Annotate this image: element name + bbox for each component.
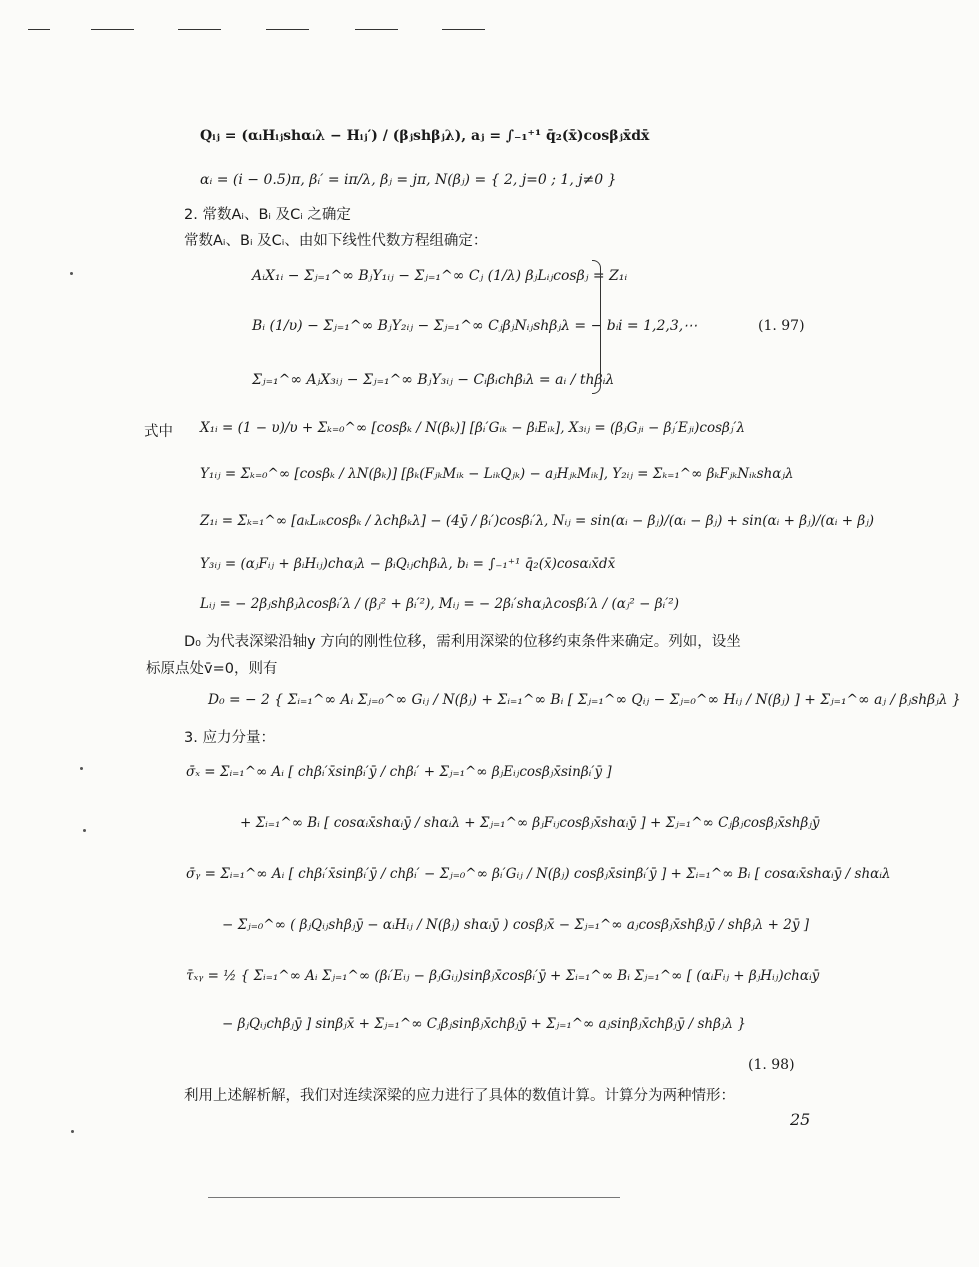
scan-speck-1	[80, 767, 83, 770]
system-equation-2: Bᵢ (1/υ) − Σⱼ₌₁^∞ BⱼY₂ᵢⱼ − Σⱼ₌₁^∞ CⱼβⱼNᵢⱼshβⱼλ = − bᵢ	[252, 318, 619, 334]
system-equation-1: AᵢX₁ᵢ − Σⱼ₌₁^∞ BⱼY₁ᵢⱼ − Σⱼ₌₁^∞ Cⱼ (1/λ) βⱼLᵢⱼcosβⱼ = Z₁ᵢ	[252, 268, 628, 284]
section-3-heading: 3. 应力分量：	[184, 730, 275, 746]
stress-sigma-y-line-1: σ̄ᵧ = Σᵢ₌₁^∞ Aᵢ [ chβᵢ′x̄sinβᵢ′ȳ / chβᵢ′ − Σⱼ₌₀^∞ βᵢ′Gᵢⱼ / N(βⱼ) cosβⱼx̄sinβᵢ′ȳ ] + Σᵢ₌₁^∞ Bᵢ [ cosαᵢx̄shαᵢȳ / shαᵢλ	[186, 866, 891, 882]
stress-sigma-x-line-2: + Σᵢ₌₁^∞ Bᵢ [ cosαᵢx̄shαᵢȳ / shαᵢλ + Σⱼ₌₁^∞ βⱼFᵢⱼcosβⱼx̄shαᵢȳ ] + Σⱼ₌₁^∞ Cⱼβⱼcosβⱼx̄shβⱼȳ	[240, 815, 820, 831]
equation-Q: Qᵢⱼ = (αᵢHᵢⱼshαᵢλ − Hᵢⱼ′) / (βⱼshβⱼλ), aⱼ = ∫₋₁⁺¹ q̄₂(x̄)cosβⱼx̄dx̄	[200, 128, 650, 144]
definition-Y1: Y₁ᵢⱼ = Σₖ₌₀^∞ [cosβₖ / λN(βₖ)] [βₖ(FⱼₖMᵢₖ − LᵢₖQⱼₖ) − aⱼHⱼₖMᵢₖ], Y₂ᵢⱼ = Σₖ₌₁^∞ βₖFⱼₖNᵢₖshαⱼλ	[200, 466, 794, 482]
definition-L-M: Lᵢⱼ = − 2βⱼshβⱼλcosβᵢ′λ / (βⱼ² + βᵢ′²), Mᵢⱼ = − 2βᵢ′shαⱼλcosβᵢ′λ / (αⱼ² − βᵢ′²)	[200, 596, 679, 612]
where-label: 式中	[144, 424, 173, 440]
paragraph-D0-line-1: D₀ 为代表深梁沿轴y 方向的刚性位移，需利用深梁的位移约束条件来确定。列如，设坐	[184, 634, 741, 650]
section-2-intro: 常数Aᵢ、Bᵢ 及Cᵢ、由如下线性代数方程组确定：	[184, 233, 488, 249]
stress-sigma-x-line-1: σ̄ₓ = Σᵢ₌₁^∞ Aᵢ [ chβᵢ′x̄sinβᵢ′ȳ / chβᵢ′ + Σⱼ₌₁^∞ βⱼEᵢⱼcosβⱼx̄sinβᵢ′ȳ ]	[186, 764, 612, 780]
page-number: 25	[790, 1110, 811, 1129]
scan-line-bottom	[208, 1197, 620, 1198]
scan-speck-2	[83, 829, 86, 832]
top-dash-4	[266, 29, 309, 30]
stress-tau-xy-line-2: − βⱼQᵢⱼchβⱼȳ ] sinβⱼx̄ + Σⱼ₌₁^∞ Cⱼβⱼsinβⱼx̄chβⱼȳ + Σⱼ₌₁^∞ aⱼsinβⱼx̄chβⱼȳ / shβⱼλ }	[222, 1016, 746, 1032]
definition-Z1: Z₁ᵢ = Σₖ₌₁^∞ [aₖLᵢₖcosβₖ / λchβₖλ] − (4ȳ / βᵢ′)cosβᵢ′λ, Nᵢⱼ = sin(αᵢ − βⱼ)/(αᵢ − βⱼ) + sin(αᵢ + βⱼ)/(αᵢ + βⱼ)	[200, 513, 875, 529]
top-dash-6	[442, 29, 485, 30]
equation-alpha-beta: αᵢ = (i − 0.5)π, βᵢ′ = iπ/λ, βⱼ = jπ, N(βⱼ) = { 2, j=0 ; 1, j≠0 }	[200, 172, 617, 188]
system-brace	[592, 260, 601, 394]
top-dash-1	[28, 29, 50, 30]
system-equation-3: Σⱼ₌₁^∞ AⱼX₃ᵢⱼ − Σⱼ₌₁^∞ BⱼY₃ᵢⱼ − Cᵢβᵢchβᵢλ = aᵢ / thβᵢλ	[252, 372, 615, 388]
stress-sigma-y-line-2: − Σⱼ₌₀^∞ ( βⱼQᵢⱼshβⱼȳ − αᵢHᵢⱼ / N(βⱼ) shαᵢȳ ) cosβⱼx̄ − Σⱼ₌₁^∞ aⱼcosβⱼx̄shβⱼȳ / shβⱼλ + 2ȳ ]	[222, 917, 810, 933]
top-dash-5	[355, 29, 398, 30]
scan-speck-4	[71, 1130, 74, 1133]
definition-X1: X₁ᵢ = (1 − υ)/υ + Σₖ₌₀^∞ [cosβₖ / N(βₖ)] [βᵢ′Gᵢₖ − βᵢEᵢₖ], X₃ᵢⱼ = (βⱼGⱼᵢ − βⱼ′Eⱼᵢ)cosβⱼ′λ	[200, 420, 746, 436]
top-dash-3	[178, 29, 221, 30]
equation-D0: D₀ = − 2 { Σᵢ₌₁^∞ Aᵢ Σⱼ₌₀^∞ Gᵢⱼ / N(βⱼ) + Σᵢ₌₁^∞ Bᵢ [ Σⱼ₌₁^∞ Qᵢⱼ − Σⱼ₌₀^∞ Hᵢⱼ / N(βⱼ) ] + Σⱼ₌₁^∞ aⱼ / βⱼshβⱼλ }	[208, 692, 961, 708]
stress-tau-xy-line-1: τ̄ₓᵧ = ½ { Σᵢ₌₁^∞ Aᵢ Σⱼ₌₁^∞ (βᵢ′Eᵢⱼ − βⱼGᵢⱼ)sinβⱼx̄cosβᵢ′ȳ + Σᵢ₌₁^∞ Bᵢ Σⱼ₌₁^∞ [ (αᵢFᵢⱼ + βⱼHᵢⱼ)chαᵢȳ	[186, 968, 820, 984]
definition-Y3: Y₃ᵢⱼ = (αⱼFᵢⱼ + βᵢHᵢⱼ)chαⱼλ − βᵢQᵢⱼchβᵢλ, bᵢ = ∫₋₁⁺¹ q̄₂(x̄)cosαᵢx̄dx̄	[200, 556, 616, 572]
system-index-range: i = 1,2,3,⋯	[618, 318, 698, 334]
paragraph-D0-line-2: 标原点处v̄=0，则有	[146, 661, 278, 677]
equation-number-1-98: (1. 98)	[748, 1057, 795, 1073]
section-2-heading: 2. 常数Aᵢ、Bᵢ 及Cᵢ 之确定	[184, 207, 351, 223]
top-dash-2	[91, 29, 134, 30]
equation-number-1-97: (1. 97)	[758, 318, 805, 334]
scan-speck-3	[70, 272, 73, 275]
paragraph-final: 利用上述解析解，我们对连续深梁的应力进行了具体的数值计算。计算分为两种情形：	[184, 1088, 735, 1104]
